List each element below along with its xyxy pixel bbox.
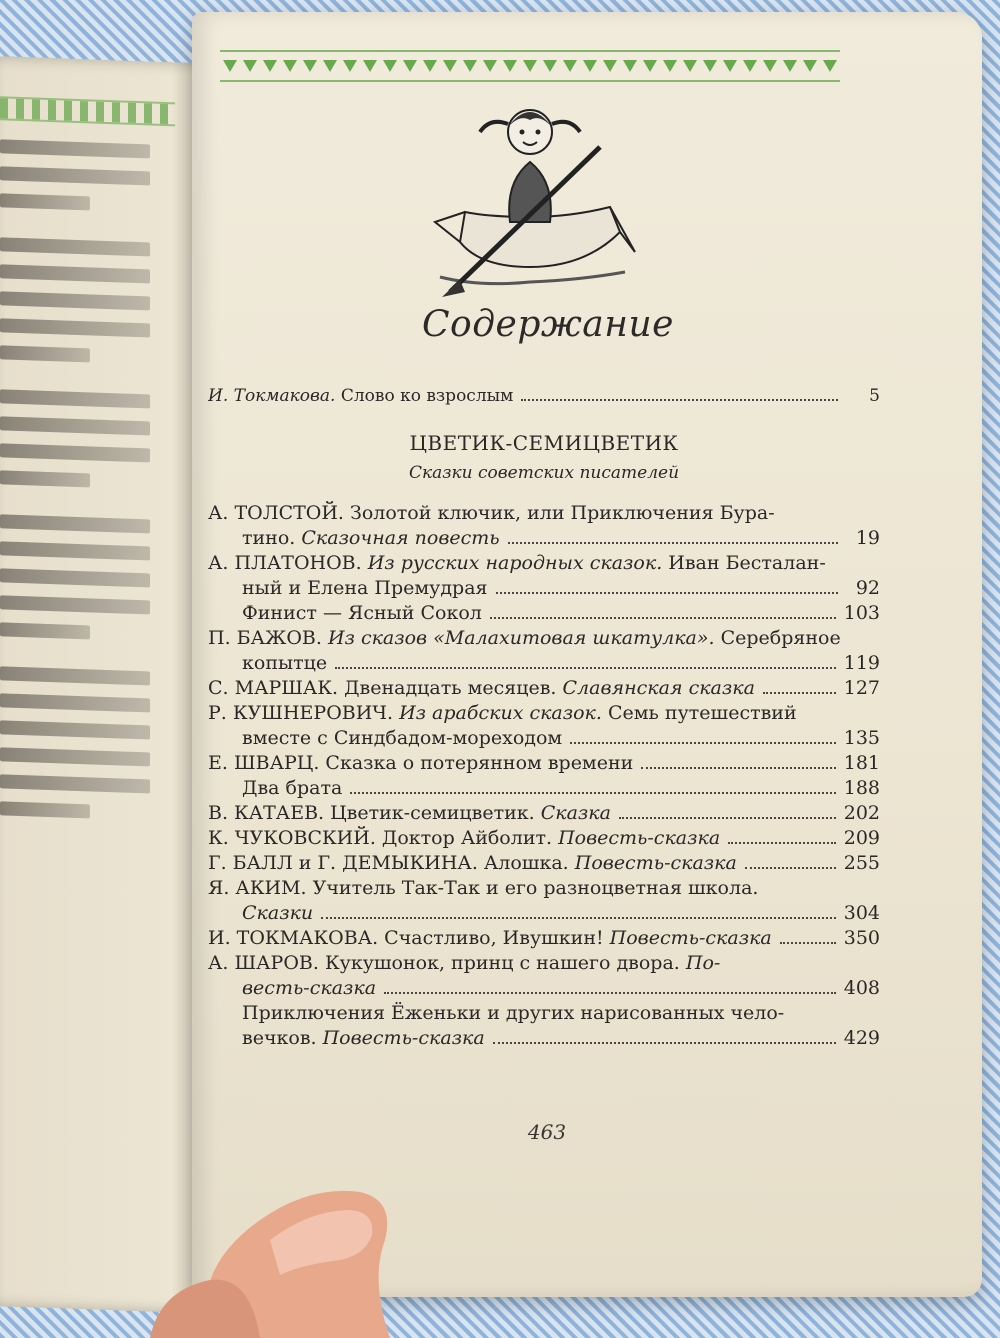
toc-entry bbox=[208, 951, 880, 1001]
toc-entry bbox=[208, 501, 880, 551]
toc-entry-text: Два брата bbox=[242, 777, 343, 799]
left-page bbox=[0, 56, 215, 1314]
toc-entry-text: Финист — Ясный Сокол bbox=[242, 602, 482, 624]
toc-entry-line: А. ПЛАТОНОВ. Из русских народных сказок. Иван Бесталан- bbox=[208, 552, 826, 574]
toc-page-number: 181 bbox=[843, 752, 880, 774]
toc-title: Слово ко взрослым bbox=[340, 386, 514, 406]
table-of-contents bbox=[208, 384, 880, 1051]
toc-page-number: 202 bbox=[843, 802, 880, 824]
page-title: Содержание bbox=[422, 304, 674, 345]
section-title: ЦВЕТИК-СЕМИЦВЕТИК bbox=[409, 431, 679, 455]
toc-entry-genre: Сказка bbox=[540, 802, 611, 824]
toc-entry-line: Р. КУШНЕРОВИЧ. Из арабских сказок. Семь путешествий bbox=[208, 702, 797, 724]
right-page bbox=[192, 12, 982, 1297]
toc-page-number: 103 bbox=[843, 602, 880, 624]
toc-entry-text: тино. bbox=[242, 527, 302, 549]
toc-entry-text: копытце bbox=[242, 652, 328, 674]
toc-page-number: 19 bbox=[855, 527, 880, 549]
toc-page-number: 135 bbox=[843, 727, 880, 749]
toc-page-number: 188 bbox=[843, 777, 880, 799]
left-page-text bbox=[0, 126, 200, 835]
hand-thumb-image bbox=[150, 1180, 470, 1338]
toc-entry-text: И. ТОКМАКОВА. Счастливо, Ивушкин! bbox=[208, 927, 610, 949]
toc-page-number: 127 bbox=[843, 677, 880, 699]
toc-entry bbox=[208, 1001, 880, 1051]
toc-entry-text: Г. БАЛЛ и Г. ДЕМЫКИНА. Алошка. bbox=[208, 852, 575, 874]
toc-entry bbox=[208, 876, 880, 926]
toc-entry-line: Приключения Ёженьки и других нарисованных чело- bbox=[242, 1002, 785, 1024]
toc-page-number: 92 bbox=[855, 577, 880, 599]
toc-entry-text: В. КАТАЕВ. Цветик-семицветик. bbox=[208, 802, 541, 824]
toc-page-number: 350 bbox=[843, 927, 880, 949]
toc-entry-line: Я. АКИМ. Учитель Так-Так и его разноцветная школа. bbox=[208, 877, 759, 899]
toc-entry-genre: Сказки bbox=[242, 902, 314, 924]
toc-entry-genre: Повесть-сказка bbox=[574, 852, 737, 874]
section-subtitle: Сказки советских писателей bbox=[408, 463, 680, 483]
toc-entry-genre: Сказочная повесть bbox=[301, 527, 500, 549]
toc-entry-text: вместе с Синдбадом-мореходом bbox=[242, 727, 563, 749]
toc-entry-line: А. ТОЛСТОЙ. Золотой ключик, или Приключения Бура- bbox=[208, 502, 775, 524]
page-number: 463 bbox=[527, 1120, 567, 1144]
toc-entry-genre: Повесть-сказка bbox=[322, 1027, 485, 1049]
girl-in-paper-boat-illustration bbox=[420, 92, 645, 302]
toc-entry-text: Е. ШВАРЦ. Сказка о потерянном времени bbox=[208, 752, 634, 774]
toc-entry bbox=[208, 751, 880, 776]
toc-entry bbox=[208, 601, 880, 626]
toc-entry-genre: Славянская сказка bbox=[562, 677, 755, 699]
toc-entry-genre: Повесть-сказка bbox=[558, 827, 721, 849]
toc-entry bbox=[208, 926, 880, 951]
triangle-border-icon bbox=[220, 57, 840, 75]
toc-page-number: 119 bbox=[843, 652, 880, 674]
toc-page-number: 429 bbox=[843, 1027, 880, 1049]
toc-entry-line: П. БАЖОВ. Из сказов «Малахитовая шкатулка». Серебряное bbox=[208, 627, 841, 649]
toc-page-number: 209 bbox=[843, 827, 880, 849]
toc-entry-genre: Повесть-сказка bbox=[609, 927, 772, 949]
toc-entry-text: С. МАРШАК. Двенадцать месяцев. bbox=[208, 677, 563, 699]
toc-entry bbox=[208, 551, 880, 601]
toc-entry bbox=[208, 701, 880, 751]
toc-entry-text: ный и Елена Премудрая bbox=[242, 577, 488, 599]
toc-entry-line: А. ШАРОВ. Кукушонок, принц с нашего двора. По- bbox=[208, 952, 721, 974]
toc-page-number: 5 bbox=[869, 386, 880, 406]
toc-page-number: 304 bbox=[843, 902, 880, 924]
toc-page-number: 255 bbox=[843, 852, 880, 874]
toc-page-number: 408 bbox=[843, 977, 880, 999]
decorative-border bbox=[220, 50, 840, 82]
toc-entry-genre: весть-сказка bbox=[242, 977, 377, 999]
toc-entry bbox=[208, 776, 880, 801]
toc-entry bbox=[208, 851, 880, 876]
toc-entry-text: К. ЧУКОВСКИЙ. Доктор Айболит. bbox=[208, 827, 559, 849]
toc-author: И. Токмакова. bbox=[208, 386, 336, 406]
toc-entry-text: вечков. bbox=[242, 1027, 323, 1049]
toc-entry bbox=[208, 801, 880, 826]
toc-entry-intro bbox=[208, 384, 880, 409]
decorative-border bbox=[0, 96, 175, 126]
toc-entry bbox=[208, 626, 880, 676]
toc-entry bbox=[208, 826, 880, 851]
toc-entry bbox=[208, 676, 880, 701]
